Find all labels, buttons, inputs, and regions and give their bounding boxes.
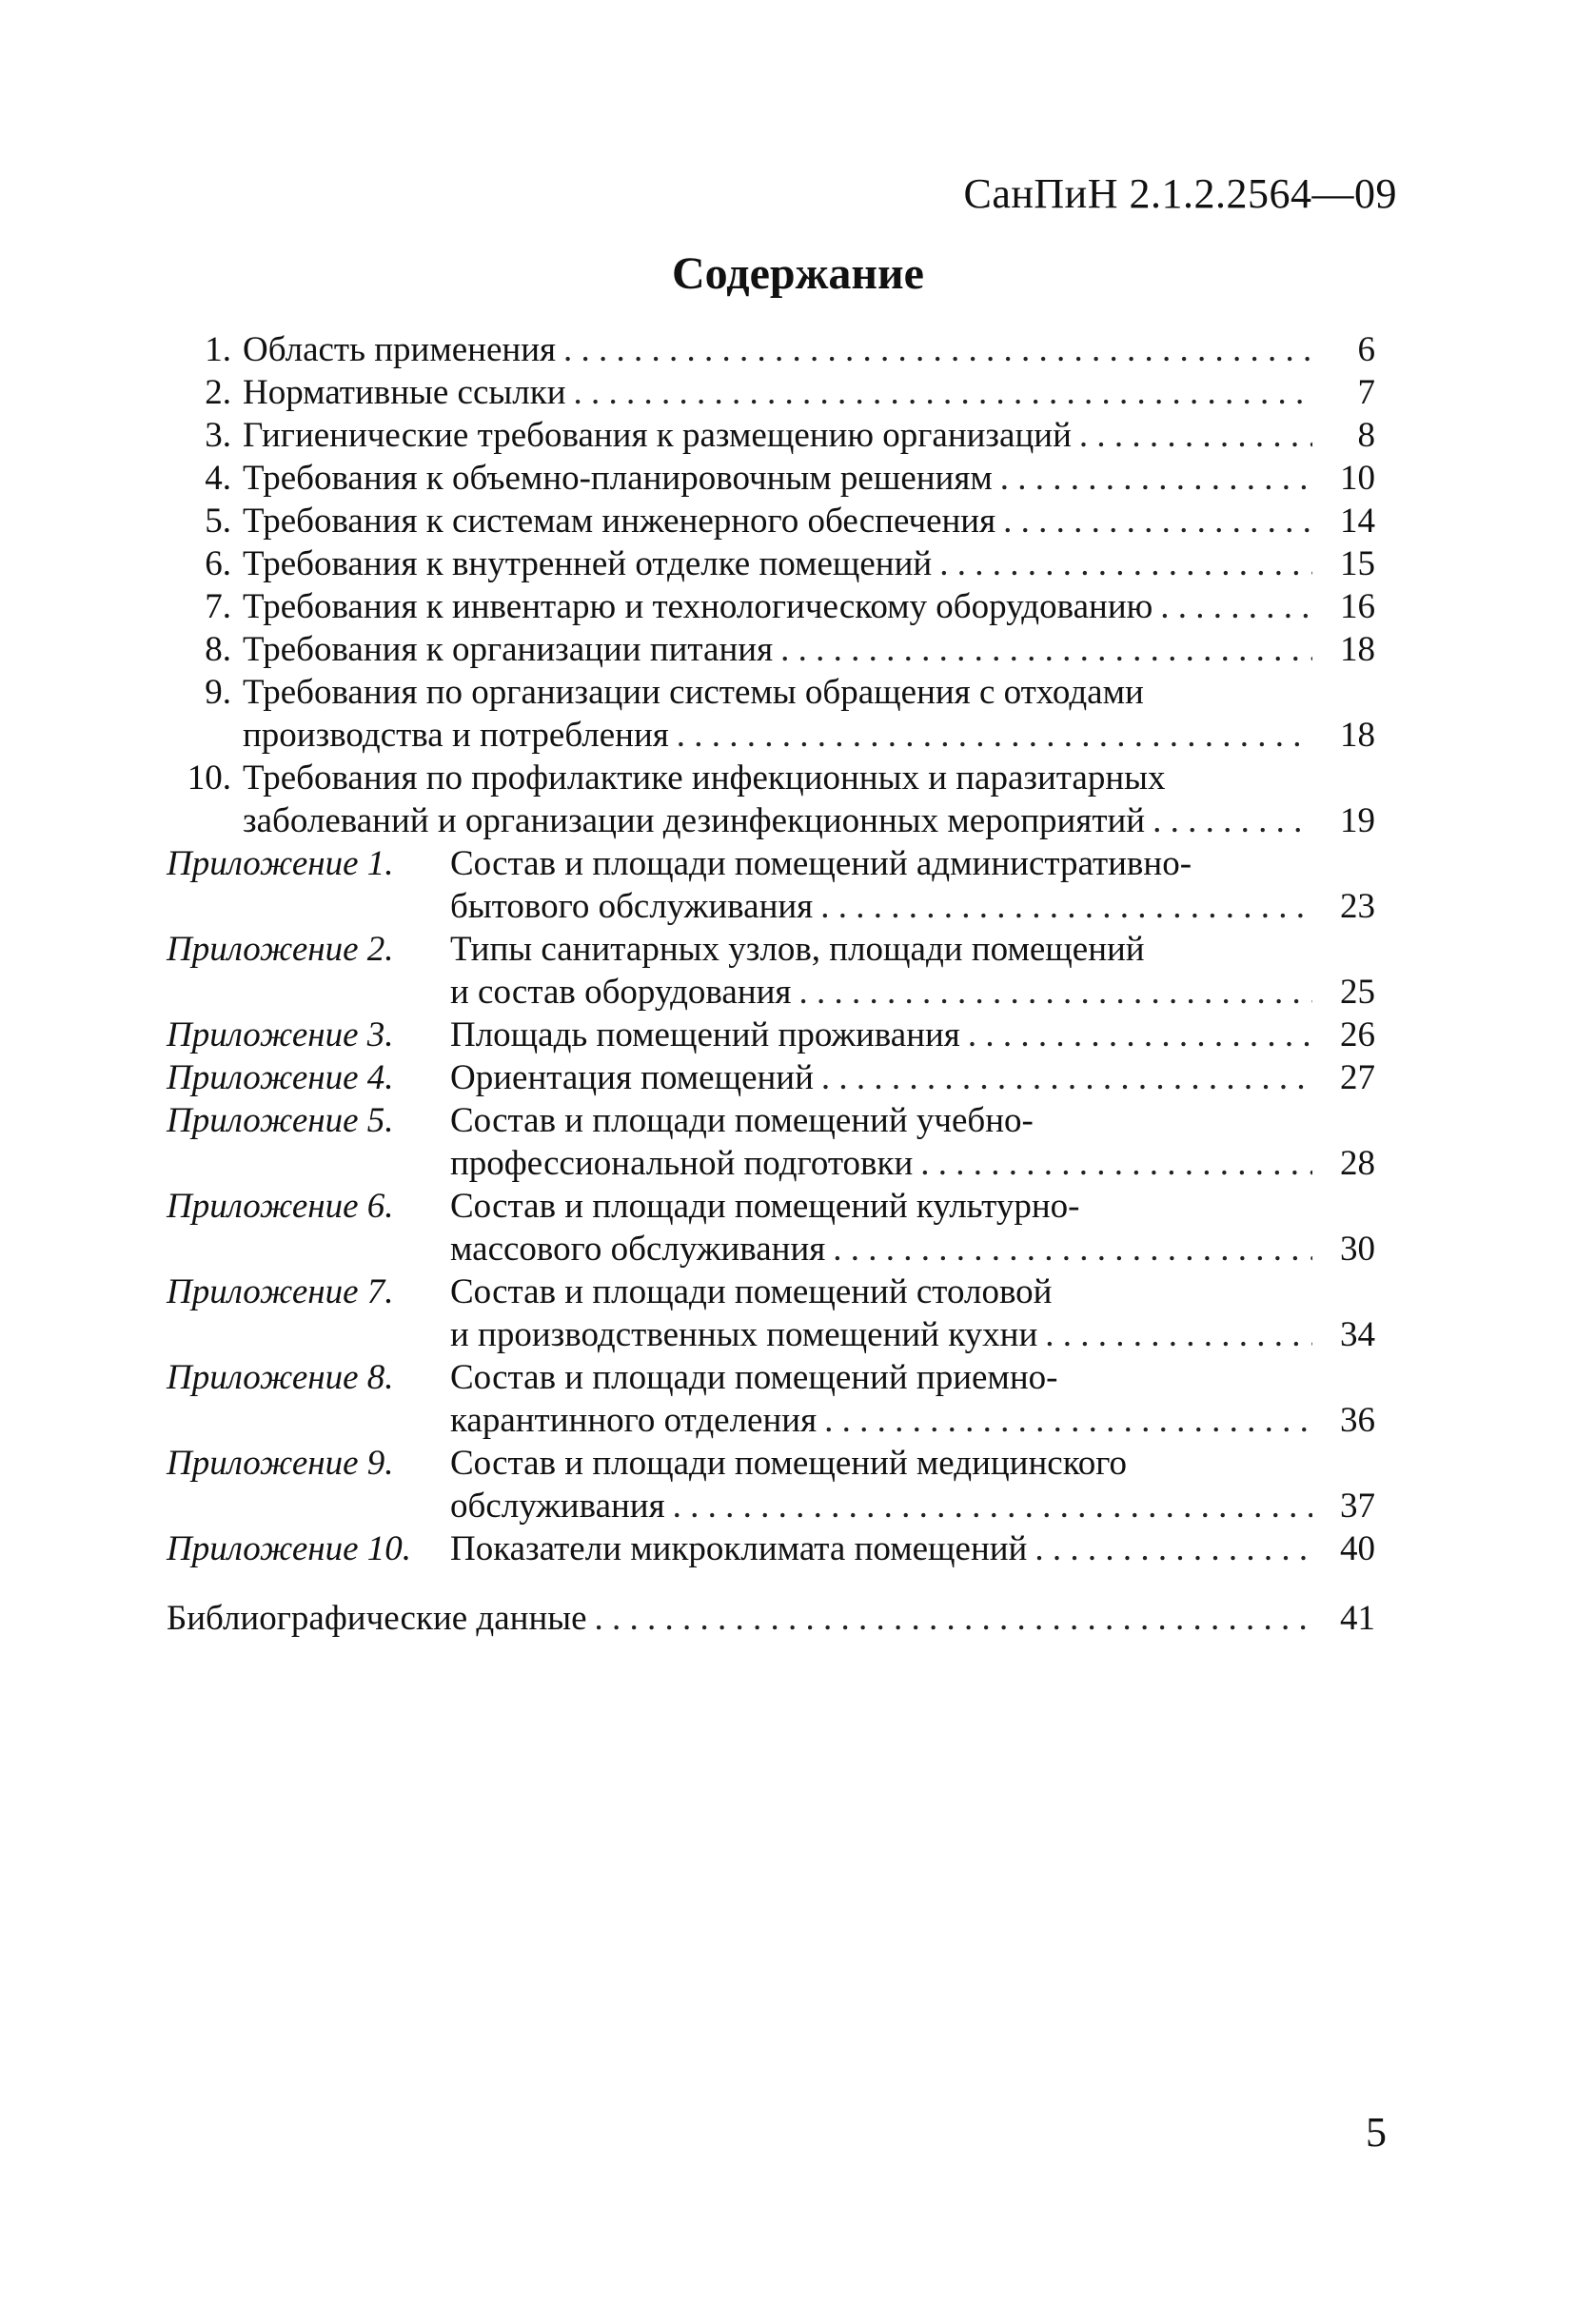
toc-entry-page: 25	[1340, 973, 1375, 1012]
toc-entry-line	[167, 1014, 1375, 1056]
toc-entry-text: Требования к объемно-планировочным решениям	[243, 459, 993, 498]
toc-sections	[167, 328, 1375, 842]
toc-entry-page: 26	[1340, 1015, 1375, 1054]
toc-entry-text: массового обслуживания	[450, 1230, 826, 1269]
dot-leader	[798, 971, 1312, 1014]
toc-entry-line	[167, 1185, 1375, 1228]
toc-entry-text: и состав оборудования	[450, 973, 792, 1012]
toc-entry-text: бытового обслуживания	[450, 887, 814, 926]
toc-entry-text: профессиональной подготовки	[450, 1144, 914, 1183]
appendix-label: Приложение 8.	[167, 1358, 394, 1397]
toc-entry-line	[167, 414, 1375, 457]
toc-entry-line	[167, 799, 1375, 842]
toc-entry-line	[167, 971, 1375, 1014]
section-number: 8.	[205, 630, 231, 669]
toc-section-entry[interactable]	[167, 414, 1375, 457]
document-code: СанПиН 2.1.2.2564—09	[963, 170, 1397, 217]
section-number: 5.	[205, 502, 231, 541]
toc-entry-line	[167, 671, 1375, 714]
dot-leader	[1034, 1527, 1312, 1570]
toc-entry-text: и производственных помещений кухни	[450, 1315, 1038, 1354]
section-number: 9.	[205, 673, 231, 712]
toc-entry-text: Требования к инвентарю и технологическому оборудованию	[243, 587, 1153, 626]
toc-entry-page: 30	[1340, 1230, 1375, 1269]
section-number: 2.	[205, 373, 231, 412]
dot-leader	[1160, 585, 1312, 628]
appendix-label: Приложение 4.	[167, 1058, 394, 1097]
dot-leader	[1003, 500, 1312, 542]
toc-entry-text: Показатели микроклимата помещений	[450, 1529, 1028, 1568]
dot-leader	[780, 628, 1312, 671]
toc-entry-text: Область применения	[243, 330, 557, 369]
section-number: 1.	[205, 330, 231, 369]
toc-entry-text-line1: Состав и площади помещений культурно-	[450, 1187, 1080, 1226]
page-number: 5	[1366, 2109, 1387, 2156]
toc-appendix-entry[interactable]	[167, 1356, 1375, 1442]
dot-leader	[821, 1056, 1312, 1099]
section-number: 7.	[205, 587, 231, 626]
toc-entry-line	[167, 1271, 1375, 1313]
toc-section-entry[interactable]	[167, 500, 1375, 542]
toc-entry-line	[167, 328, 1375, 371]
dot-leader	[1079, 414, 1312, 457]
section-number: 3.	[205, 416, 231, 455]
dot-leader	[820, 885, 1312, 928]
toc-entry-page: 23	[1340, 887, 1375, 926]
toc-entry-text-line1: Состав и площади помещений учебно-	[450, 1101, 1034, 1140]
toc-entry-line	[167, 371, 1375, 414]
toc-entry-page: 6	[1357, 330, 1375, 369]
toc-entry-line	[167, 928, 1375, 971]
toc-appendix-entry[interactable]	[167, 1099, 1375, 1185]
appendix-label: Приложение 10.	[167, 1529, 412, 1568]
dot-leader	[677, 714, 1312, 757]
toc-section-entry[interactable]	[167, 628, 1375, 671]
toc-entry-page: 37	[1340, 1487, 1375, 1526]
toc-entry-page: 18	[1340, 630, 1375, 669]
toc-entry-page: 7	[1357, 373, 1375, 412]
toc-entry-line	[167, 757, 1375, 799]
toc-entry-text: Площадь помещений проживания	[450, 1015, 960, 1054]
appendix-label: Приложение 5.	[167, 1101, 394, 1140]
toc-entry-page: 34	[1340, 1315, 1375, 1354]
toc-entry-text: Нормативные ссылки	[243, 373, 566, 412]
dot-leader	[920, 1142, 1312, 1185]
toc-appendix-entry[interactable]	[167, 928, 1375, 1014]
toc-entry-text: карантинного отделения	[450, 1401, 818, 1440]
toc-entry-line	[167, 1142, 1375, 1185]
toc-entry-page: 18	[1340, 716, 1375, 755]
toc-entry-text: производства и потребления	[243, 716, 669, 755]
appendix-label: Приложение 6.	[167, 1187, 394, 1226]
appendix-label: Приложение 2.	[167, 930, 394, 969]
toc-entry-line	[167, 500, 1375, 542]
toc-entry-page: 36	[1340, 1401, 1375, 1440]
toc-appendices	[167, 842, 1375, 1570]
appendix-label: Приложение 9.	[167, 1444, 394, 1483]
toc-entry-page: 10	[1340, 459, 1375, 498]
toc-entry-text: заболеваний и организации дезинфекционных мероприятий	[243, 801, 1146, 840]
toc-entry-page: 41	[1340, 1599, 1375, 1638]
section-number: 4.	[205, 459, 231, 498]
toc-entry-line	[167, 1399, 1375, 1442]
toc-section-entry[interactable]	[167, 371, 1375, 414]
toc-entry-line	[167, 885, 1375, 928]
toc-entry-text-line1: Требования по организации системы обращения с отходами	[243, 673, 1144, 712]
toc-entry-text-line1: Состав и площади помещений медицинского	[450, 1444, 1128, 1483]
toc-entry-line	[167, 714, 1375, 757]
toc-entry-line	[167, 1442, 1375, 1485]
dot-leader	[1000, 457, 1312, 500]
toc-entry-page: 8	[1357, 416, 1375, 455]
toc-entry-text-line1: Типы санитарных узлов, площади помещений	[450, 930, 1145, 969]
toc-appendix-entry[interactable]	[167, 1056, 1375, 1099]
toc-entry-text: Требования к внутренней отделке помещений	[243, 544, 933, 583]
toc-entry-line	[167, 1228, 1375, 1271]
toc-entry-text: Библиографические данные	[167, 1599, 587, 1638]
toc-section-entry[interactable]	[167, 457, 1375, 500]
toc-entry-text: Требования к системам инженерного обеспечения	[243, 502, 996, 541]
dot-leader	[574, 371, 1312, 414]
toc-entry-line	[167, 457, 1375, 500]
dot-leader	[1045, 1313, 1312, 1356]
table-of-contents	[167, 328, 1375, 1640]
toc-entry-page: 14	[1340, 502, 1375, 541]
toc-entry-line	[167, 1056, 1375, 1099]
toc-entry-page: 19	[1340, 801, 1375, 840]
toc-entry-line	[167, 1313, 1375, 1356]
toc-appendix-entry[interactable]	[167, 1527, 1375, 1570]
toc-entry-text-line1: Требования по профилактике инфекционных и паразитарных	[243, 758, 1166, 798]
dot-leader	[673, 1485, 1312, 1527]
toc-appendix-entry[interactable]	[167, 1014, 1375, 1056]
dot-leader	[1153, 799, 1312, 842]
toc-appendix-entry[interactable]	[167, 1442, 1375, 1527]
appendix-label: Приложение 3.	[167, 1015, 394, 1054]
toc-entry-text: обслуживания	[450, 1487, 665, 1526]
toc-entry-text-line1: Состав и площади помещений административно-	[450, 844, 1192, 883]
toc-entry-line	[167, 1356, 1375, 1399]
appendix-label: Приложение 1.	[167, 844, 394, 883]
toc-entry-line	[167, 842, 1375, 885]
dot-leader	[968, 1014, 1312, 1056]
toc-entry-page: 27	[1340, 1058, 1375, 1097]
dot-leader	[563, 328, 1312, 371]
appendix-label: Приложение 7.	[167, 1272, 394, 1311]
toc-entry-text: Требования к организации питания	[243, 630, 774, 669]
toc-entry-line	[167, 1485, 1375, 1527]
section-number: 6.	[205, 544, 231, 583]
toc-entry-text-line1: Состав и площади помещений столовой	[450, 1272, 1053, 1311]
dot-leader	[595, 1597, 1312, 1640]
toc-section-entry[interactable]	[167, 757, 1375, 842]
toc-title: Содержание	[672, 248, 924, 299]
toc-appendix-entry[interactable]	[167, 1271, 1375, 1356]
toc-entry-bibliography[interactable]	[167, 1597, 1375, 1640]
toc-entry-page: 28	[1340, 1144, 1375, 1183]
dot-leader	[939, 542, 1312, 585]
toc-entry-line	[167, 585, 1375, 628]
toc-entry-page: 15	[1340, 544, 1375, 583]
toc-entry-line	[167, 628, 1375, 671]
toc-entry-text-line1: Состав и площади помещений приемно-	[450, 1358, 1058, 1397]
dot-leader	[833, 1228, 1312, 1271]
toc-section-entry[interactable]	[167, 671, 1375, 757]
toc-entry-page: 40	[1340, 1529, 1375, 1568]
section-number: 10.	[187, 758, 231, 798]
toc-section-entry[interactable]	[167, 328, 1375, 371]
toc-entry-line	[167, 1099, 1375, 1142]
toc-entry-line	[167, 542, 1375, 585]
toc-entry-line	[167, 1527, 1375, 1570]
toc-appendix-entry[interactable]	[167, 842, 1375, 928]
toc-section-entry[interactable]	[167, 542, 1375, 585]
toc-section-entry[interactable]	[167, 585, 1375, 628]
toc-appendix-entry[interactable]	[167, 1185, 1375, 1271]
toc-entry-page: 16	[1340, 587, 1375, 626]
toc-entry-text: Гигиенические требования к размещению организаций	[243, 416, 1072, 455]
toc-entry-text: Ориентация помещений	[450, 1058, 814, 1097]
dot-leader	[824, 1399, 1312, 1442]
